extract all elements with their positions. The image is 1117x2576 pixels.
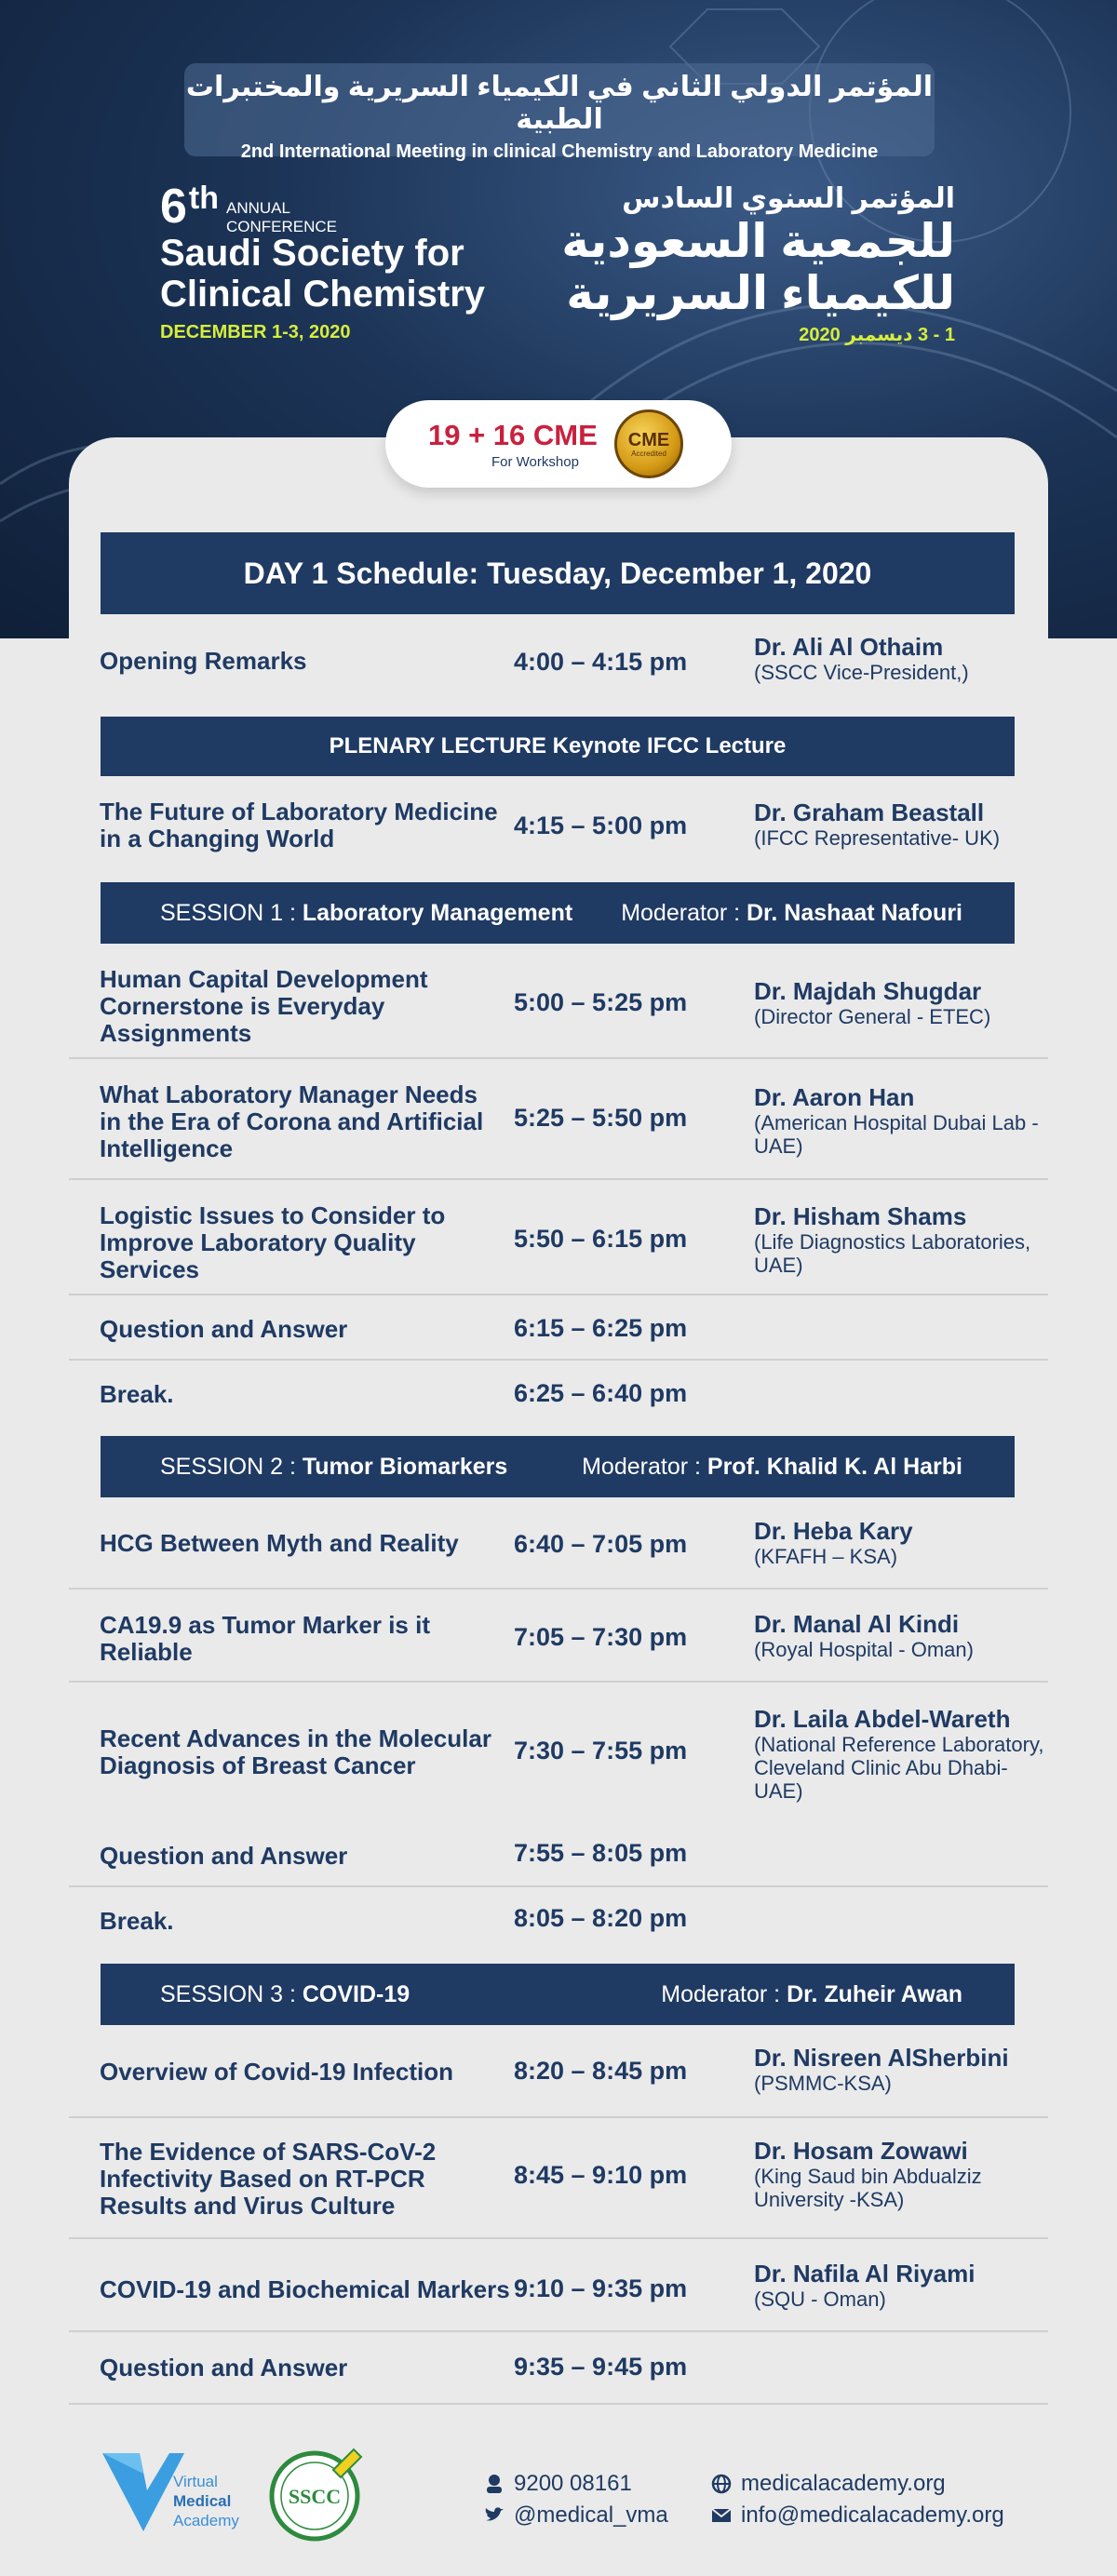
session-moderator: Dr. Zuheir Awan xyxy=(787,1981,962,2007)
conference-title-ar xyxy=(561,182,955,346)
envelope-icon xyxy=(711,2505,732,2526)
website-link[interactable]: medicalacademy.org xyxy=(741,2471,946,2496)
sscc-logo-icon xyxy=(268,2442,370,2544)
session-name: Laboratory Management xyxy=(302,900,573,926)
talk-title: Question and Answer xyxy=(100,1315,348,1343)
speaker-affiliation: (SSCC Vice-President,) xyxy=(754,661,969,684)
speaker-affiliation: (SQU - Oman) xyxy=(754,2288,886,2311)
footer xyxy=(69,2405,1048,2576)
speaker-name: Dr. Hosam Zowawi xyxy=(754,2137,968,2165)
speaker-affiliation: (Life Diagnostics Laboratories, UAE) xyxy=(754,1230,1031,1277)
session-banner: SESSION 2 : Tumor Biomarkers Moderator : Prof. Khalid K. Al Harbi xyxy=(101,1436,1015,1497)
talk-time: 5:00 – 5:25 pm xyxy=(514,988,688,1016)
schedule-row xyxy=(69,2025,1048,2118)
speaker-name: Dr. Ali Al Othaim xyxy=(754,633,944,661)
conference-number: 6 xyxy=(160,180,187,234)
session-name: Tumor Biomarkers xyxy=(302,1454,508,1480)
speaker-name: Dr. Graham Beastall xyxy=(754,798,985,826)
speaker-affiliation: (PSMMC-KSA) xyxy=(754,2072,892,2095)
speaker-name: Dr. Hisham Shams xyxy=(754,1202,967,1230)
talk-title: Break. xyxy=(100,1907,174,1935)
schedule-row xyxy=(69,1059,1048,1180)
session-moderator: Prof. Khalid K. Al Harbi xyxy=(707,1454,962,1480)
speaker-affiliation: (IFCC Representative- UK) xyxy=(754,826,1001,850)
schedule-row xyxy=(69,1590,1048,1683)
speaker-name: Dr. Manal Al Kindi xyxy=(754,1610,960,1638)
talk-title: Question and Answer xyxy=(100,1842,348,1870)
arabic-society-name-1: للجمعية السعودية xyxy=(561,215,955,267)
talk-time: 7:05 – 7:30 pm xyxy=(514,1623,688,1651)
day-schedule-banner: DAY 1 Schedule: Tuesday, December 1, 2020 xyxy=(101,532,1015,614)
phone-icon xyxy=(484,2474,505,2494)
schedule-row xyxy=(69,1496,1048,1590)
schedule-row xyxy=(69,2239,1048,2332)
svg-text:SSCC: SSCC xyxy=(288,2485,342,2508)
virtual-medical-academy-logo-icon xyxy=(102,2453,184,2531)
arabic-meeting-title: المؤتمر الدولي الثاني في الكيمياء السريرية والمختبرات الطبية xyxy=(185,72,934,135)
speaker-affiliation: (KFAFH – KSA) xyxy=(754,1545,898,1568)
talk-time: 4:15 – 5:00 pm xyxy=(514,812,688,839)
meeting-title-banner xyxy=(184,63,935,162)
session-banner: SESSION 1 : Laboratory Management Moderator : Dr. Nashaat Nafouri xyxy=(101,882,1015,944)
cme-hours: 19 + 16 CME xyxy=(428,419,598,451)
talk-time: 4:00 – 4:15 pm xyxy=(514,648,688,676)
speaker-affiliation: (American Hospital Dubai Lab - UAE) xyxy=(754,1111,1039,1158)
twitter-icon xyxy=(484,2505,505,2526)
talk-title: Opening Remarks xyxy=(100,647,307,675)
schedule-row xyxy=(69,793,1048,882)
phone-number[interactable]: 9200 08161 xyxy=(514,2471,632,2496)
talk-title: What Laboratory Manager Needs in the Era of Corona and Artificial Intelligence xyxy=(100,1080,484,1162)
speaker-affiliation: (National Reference Laboratory, Cleveland Clinic Abu Dhabi-UAE) xyxy=(754,1733,1044,1803)
contact-right xyxy=(711,2468,1004,2531)
schedule-row xyxy=(69,944,1048,1059)
talk-title: HCG Between Myth and Reality xyxy=(100,1529,459,1557)
speaker-name: Dr. Heba Kary xyxy=(754,1517,913,1545)
conference-number-suffix: th xyxy=(188,181,220,216)
talk-time: 7:55 – 8:05 pm xyxy=(514,1839,688,1867)
schedule-row xyxy=(69,1887,1048,1952)
conference-date-ar: 1 - 3 ديسمبر 2020 xyxy=(799,325,955,345)
session-banner: SESSION 3 : COVID-19 Moderator : Dr. Zuheir Awan xyxy=(101,1964,1015,2025)
talk-time: 9:35 – 9:45 pm xyxy=(514,2353,688,2381)
speaker-name: Dr. Nafila Al Riyami xyxy=(754,2260,976,2288)
speaker-name: Dr. Laila Abdel-Wareth xyxy=(754,1705,1011,1733)
speaker-affiliation: (Royal Hospital - Oman) xyxy=(754,1638,974,1661)
schedule-row xyxy=(69,2332,1048,2405)
globe-icon xyxy=(711,2474,732,2494)
talk-title: Overview of Covid-19 Infection xyxy=(100,2058,453,2086)
talk-title: Logistic Issues to Consider to Improve Laboratory Quality Services xyxy=(100,1201,446,1283)
talk-time: 8:20 – 8:45 pm xyxy=(514,2057,688,2085)
arabic-society-name-2: للكيمياء السريرية xyxy=(566,267,955,319)
talk-time: 6:40 – 7:05 pm xyxy=(514,1530,688,1558)
schedule-row xyxy=(69,1180,1048,1295)
talk-time: 6:25 – 6:40 pm xyxy=(514,1379,688,1407)
talk-title: Question and Answer xyxy=(100,2354,348,2381)
cme-note: For Workshop xyxy=(491,454,579,470)
email-link[interactable]: info@medicalacademy.org xyxy=(741,2502,1004,2528)
session-moderator: Dr. Nashaat Nafouri xyxy=(746,900,962,926)
talk-time: 6:15 – 6:25 pm xyxy=(514,1314,688,1342)
talk-time: 8:05 – 8:20 pm xyxy=(514,1904,688,1932)
speaker-name: Dr. Aaron Han xyxy=(754,1083,915,1111)
twitter-handle[interactable]: @medical_vma xyxy=(514,2502,668,2528)
talk-time: 9:10 – 9:35 pm xyxy=(514,2274,688,2302)
cme-accredited-badge-icon: CME Accredited xyxy=(614,409,683,478)
conference-date-en: DECEMBER 1-3, 2020 xyxy=(160,322,351,342)
cme-credits-pill xyxy=(385,400,732,488)
talk-time: 7:30 – 7:55 pm xyxy=(514,1737,688,1764)
contact-left xyxy=(484,2468,668,2531)
talk-time: 8:45 – 9:10 pm xyxy=(514,2161,688,2189)
talk-time: 5:50 – 6:15 pm xyxy=(514,1225,688,1253)
talk-title: The Future of Laboratory Medicine in a Changing World xyxy=(100,798,498,852)
speaker-name: Dr. Nisreen AlSherbini xyxy=(754,2044,1009,2072)
talk-title: CA19.9 as Tumor Marker is it Reliable xyxy=(100,1611,430,1666)
conference-title-en xyxy=(160,182,485,343)
schedule-row xyxy=(69,1822,1048,1887)
talk-title: Human Capital Development Cornerstone is Everyday Assignments xyxy=(100,965,428,1047)
speaker-affiliation: (King Saud bin Abdualziz University -KSA) xyxy=(754,2165,982,2211)
plenary-lecture-banner: PLENARY LECTURE Keynote IFCC Lecture xyxy=(101,717,1015,776)
vma-logo-text: Virtual Medical Academy xyxy=(173,2473,239,2529)
speaker-affiliation: (Director General - ETEC) xyxy=(754,1005,991,1028)
arabic-conference-label: المؤتمر السنوي السادس xyxy=(622,183,955,214)
talk-title: The Evidence of SARS-CoV-2 Infectivity Based on RT-PCR Results and Virus Culture xyxy=(100,2138,437,2220)
schedule-row xyxy=(69,1361,1048,1426)
talk-title: Recent Advances in the Molecular Diagnosis of Breast Cancer xyxy=(100,1724,491,1779)
talk-title: Break. xyxy=(100,1380,174,1408)
session-name: COVID-19 xyxy=(302,1981,410,2007)
speaker-name: Dr. Majdah Shugdar xyxy=(754,977,982,1005)
talk-title: COVID-19 and Biochemical Markers xyxy=(100,2275,510,2303)
schedule-row xyxy=(69,2118,1048,2239)
conference-label: ANNUAL CONFERENCE xyxy=(226,199,338,235)
society-name: Saudi Society for Clinical Chemistry xyxy=(160,233,486,315)
schedule-row xyxy=(69,1295,1048,1361)
talk-time: 5:25 – 5:50 pm xyxy=(514,1104,688,1132)
english-meeting-title: 2nd International Meeting in clinical Chemistry and Laboratory Medicine xyxy=(240,141,879,162)
schedule-row xyxy=(69,633,1048,707)
